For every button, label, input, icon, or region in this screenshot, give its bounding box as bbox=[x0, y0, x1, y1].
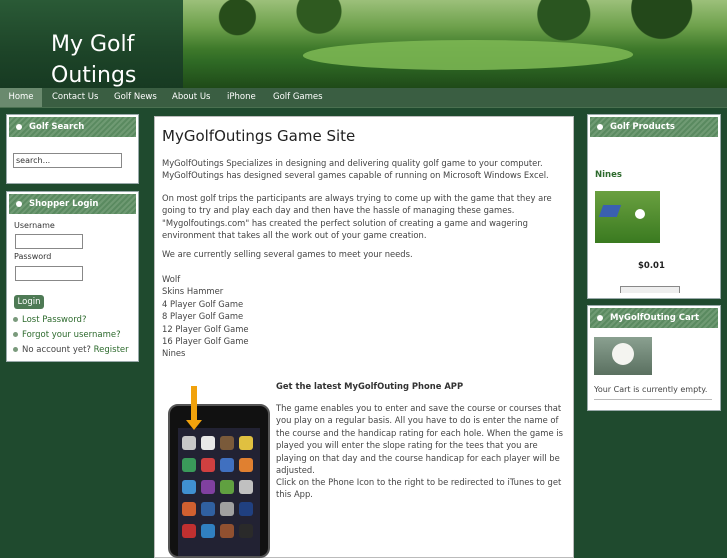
intro-paragraph: MyGolfOutings Specializes in designing and delivering quality golf game to your computer. MyGolfOutings has designed several games capable of running on Microsoft Windows Excel. bbox=[162, 158, 549, 181]
nav-golf-news[interactable]: Golf News bbox=[114, 92, 157, 102]
game-item: Nines bbox=[162, 348, 186, 359]
app-itunes-note: Click on the Phone Icon to the right to be redirected to iTunes to get this App. bbox=[276, 477, 562, 500]
register-link[interactable]: Register bbox=[93, 345, 129, 355]
password-label: Password bbox=[14, 252, 52, 261]
nav-golf-games[interactable]: Golf Games bbox=[273, 92, 323, 102]
site-title-line2: Outings bbox=[51, 63, 137, 88]
game-item: Skins Hammer bbox=[162, 286, 224, 297]
page-title: MyGolfOutings Game Site bbox=[162, 127, 356, 145]
bullet-icon bbox=[597, 124, 603, 130]
header-banner bbox=[0, 0, 727, 88]
nav-about-us[interactable]: About Us bbox=[172, 92, 211, 102]
cart-box bbox=[587, 305, 721, 411]
game-item: 8 Player Golf Game bbox=[162, 311, 244, 322]
selling-paragraph: We are currently selling several games to meet your needs. bbox=[162, 249, 413, 259]
login-button[interactable]: Login bbox=[14, 295, 44, 309]
trips-paragraph: On most golf trips the participants are always trying to come up with the game that they are going to try and play each day and then have the hassle of managing these games. "Mygolfoutings.com" has created the perfect solution of creating a game and wagering environment that takes all the work out of your game creation. bbox=[162, 193, 552, 241]
golf-products-header bbox=[590, 117, 718, 137]
golf-search-header bbox=[9, 117, 136, 137]
no-account-text: No account yet? bbox=[22, 345, 91, 355]
golf-products-box bbox=[587, 114, 721, 299]
orange-arrow bbox=[191, 386, 197, 424]
nav-contact-us[interactable]: Contact Us bbox=[52, 92, 99, 102]
product-name-link[interactable]: Nines bbox=[595, 170, 622, 180]
bullet-icon bbox=[16, 201, 22, 207]
add-to-cart-button[interactable] bbox=[620, 286, 680, 293]
site-title-line1: My Golf bbox=[51, 32, 135, 57]
shopper-login-header bbox=[9, 194, 136, 214]
golf-ball-icon bbox=[635, 209, 645, 219]
product-price: $0.01 bbox=[638, 261, 665, 271]
game-item: 4 Player Golf Game bbox=[162, 298, 244, 309]
golf-search-box bbox=[6, 114, 139, 184]
lost-password-link[interactable]: Lost Password? bbox=[22, 315, 87, 325]
iphone-app-icon[interactable] bbox=[168, 404, 270, 558]
lost-password-item bbox=[13, 315, 86, 325]
golf-ball-icon bbox=[612, 343, 634, 365]
cart-empty-text: Your Cart is currently empty. bbox=[594, 385, 708, 394]
site-title[interactable] bbox=[51, 29, 136, 91]
golf-products-title: Golf Products bbox=[610, 122, 675, 132]
game-item: 16 Player Golf Game bbox=[162, 336, 249, 347]
app-grid-icon bbox=[178, 428, 260, 556]
bullet-icon bbox=[13, 332, 18, 337]
phone-screen bbox=[178, 428, 260, 556]
shopper-login-title: Shopper Login bbox=[29, 199, 99, 209]
bullet-icon bbox=[16, 124, 22, 130]
password-field[interactable] bbox=[15, 266, 83, 281]
game-item: 12 Player Golf Game bbox=[162, 323, 249, 334]
username-label: Username bbox=[14, 221, 55, 230]
bullet-icon bbox=[13, 317, 18, 322]
username-field[interactable] bbox=[15, 234, 83, 249]
forgot-username-item bbox=[13, 330, 121, 340]
app-description: The game enables you to enter and save the course or courses that you play on a regular basis. All you have to do is enter the name of the course and the handicap rating for each hole. When the game is played you will enter the slope rating for the tees that you are playing on that day and the course handicap for each player will be adjusted. bbox=[276, 403, 563, 476]
bullet-icon bbox=[13, 347, 18, 352]
cart-title: MyGolfOuting Cart bbox=[610, 313, 700, 323]
orange-arrow-head bbox=[186, 420, 202, 430]
cart-divider bbox=[594, 399, 712, 400]
product-image[interactable] bbox=[595, 191, 660, 243]
cart-header bbox=[590, 308, 718, 328]
forgot-username-link[interactable]: Forgot your username? bbox=[22, 330, 121, 340]
register-item bbox=[13, 345, 129, 355]
app-title: Get the latest MyGolfOuting Phone APP bbox=[276, 381, 464, 391]
fairway bbox=[298, 40, 639, 70]
shopper-login-box bbox=[6, 191, 139, 362]
game-item: Wolf bbox=[162, 274, 181, 284]
golf-search-title: Golf Search bbox=[29, 122, 85, 132]
bullet-icon bbox=[597, 315, 603, 321]
cart-image bbox=[594, 337, 652, 375]
search-input[interactable]: search... bbox=[13, 153, 122, 168]
club-head-icon bbox=[599, 205, 621, 217]
nav-home[interactable]: Home bbox=[0, 88, 42, 107]
games-list bbox=[162, 273, 362, 360]
golf-course-banner-image bbox=[183, 0, 727, 88]
main-nav bbox=[0, 88, 727, 108]
nav-iphone[interactable]: iPhone bbox=[227, 92, 256, 102]
